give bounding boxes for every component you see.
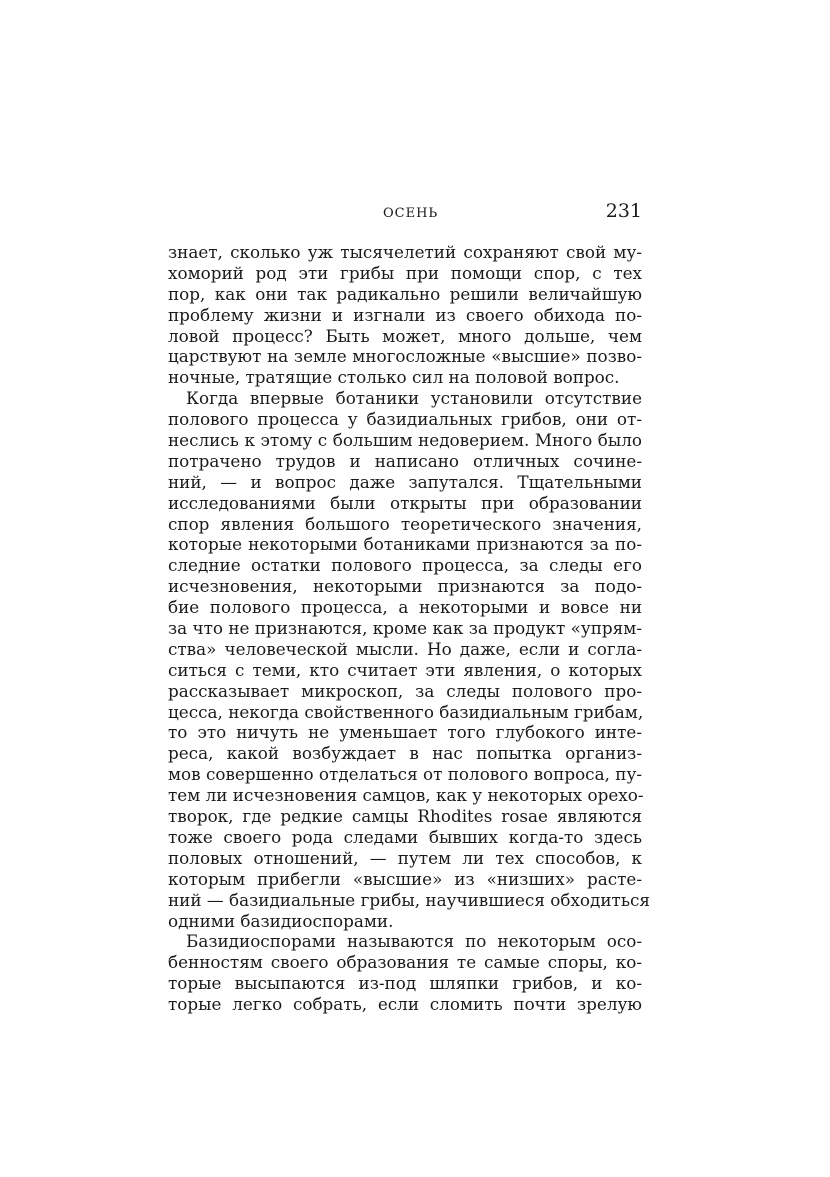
body-text xyxy=(168,242,650,1015)
page-number: 231 xyxy=(605,200,642,222)
text-line: исследованиями были открыты при образовании xyxy=(168,492,642,513)
text-line: царствуют на земле многосложные «высшие» позво- xyxy=(168,346,642,367)
running-head xyxy=(168,200,642,230)
text-line: бенностям своего образования те самые споры, ко- xyxy=(168,952,642,973)
text-line: которые некоторыми ботаниками признаются за по- xyxy=(168,534,642,555)
text-line: неслись к этому с большим недоверием. Много было xyxy=(168,430,642,451)
text-line: следние остатки полового процесса, за следы его xyxy=(168,555,642,576)
text-line: цесса, некогда свойственного базидиальным грибам, xyxy=(168,701,644,722)
text-line: полового процесса у базидиальных грибов, они от- xyxy=(168,409,642,430)
text-line: мов совершенно отделаться от полового вопроса, пу- xyxy=(168,764,642,785)
text-line: одними базидиоспорами. xyxy=(168,910,394,931)
text-line: торые высыпаются из-под шляпки грибов, и ко- xyxy=(168,973,642,994)
paragraph xyxy=(168,931,642,1015)
paragraph xyxy=(168,388,650,931)
text-line: ний — базидиальные грибы, научившиеся обходиться xyxy=(168,889,650,910)
text-line: торые легко собрать, если сломить почти зрелую xyxy=(168,994,642,1015)
running-title: ОСЕНЬ xyxy=(383,206,439,221)
text-line: половых отношений, — путем ли тех способов, к xyxy=(168,847,642,868)
text-line: спор явления большого теоретического значения, xyxy=(168,513,642,534)
text-line: за что не признаются, кроме как за продукт «упрям- xyxy=(168,618,642,639)
paragraph xyxy=(168,242,642,388)
text-line: знает, сколько уж тысячелетий сохраняют свой му- xyxy=(168,242,642,262)
text-line: потрачено трудов и написано отличных сочине- xyxy=(168,450,642,471)
text-line: реса, какой возбуждает в нас попытка организ- xyxy=(168,743,642,764)
text-line: творок, где редкие самцы Rhodites rosae являются xyxy=(168,806,642,827)
text-line: бие полового процесса, а некоторыми и вовсе ни xyxy=(168,597,642,618)
text-line: ситься с теми, кто считает эти явления, о которых xyxy=(168,659,642,680)
text-line: Базидиоспорами называются по некоторым осо- xyxy=(186,931,642,952)
text-line: то это ничуть не уменьшает того глубокого инте- xyxy=(168,722,642,743)
text-line: рассказывает микроскоп, за следы полового про- xyxy=(168,680,642,701)
book-page xyxy=(168,200,650,1015)
text-line: тоже своего рода следами бывших когда-то здесь xyxy=(168,826,642,847)
text-line: Когда впервые ботаники установили отсутствие xyxy=(186,388,642,409)
text-line: проблему жизни и изгнали из своего обихода по- xyxy=(168,304,642,325)
text-line: ства» человеческой мысли. Но даже, если и согла- xyxy=(168,638,642,659)
text-line: хоморий род эти грибы при помощи спор, с тех xyxy=(168,262,642,283)
text-line: тем ли исчезновения самцов, как у некоторых орехо- xyxy=(168,785,644,806)
text-line: исчезновения, некоторыми признаются за подо- xyxy=(168,576,642,597)
text-line: ловой процесс? Быть может, много дольше, чем xyxy=(168,325,642,346)
text-line: которым прибегли «высшие» из «низших» расте- xyxy=(168,868,642,889)
text-line: пор, как они так радикально решили величайшую xyxy=(168,283,642,304)
text-line: ночные, тратящие столько сил на половой вопрос. xyxy=(168,367,620,388)
text-line: ний, — и вопрос даже запутался. Тщательными xyxy=(168,471,642,492)
